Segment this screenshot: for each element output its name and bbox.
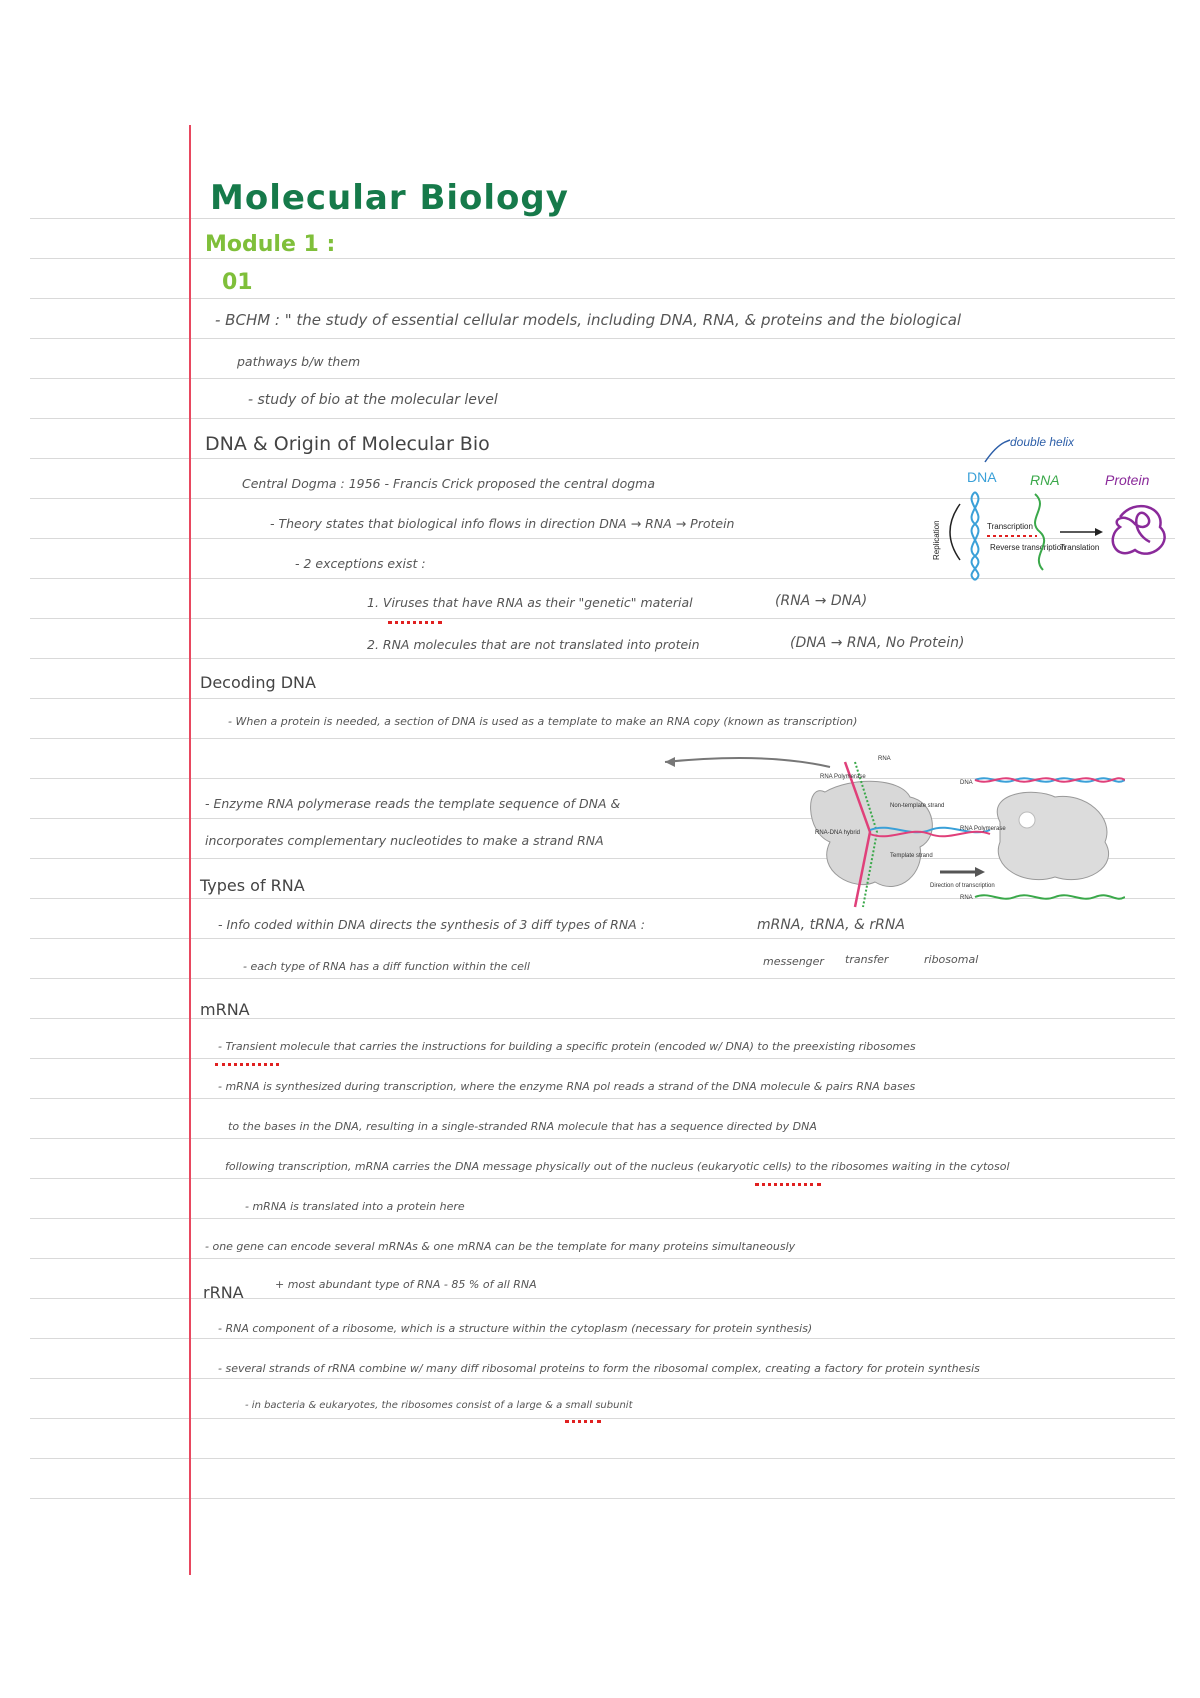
rule-line (30, 1058, 1175, 1059)
red-dot-underline (565, 1420, 601, 1426)
section-heading-mrna: mRNA (200, 1000, 250, 1019)
rule-line (30, 338, 1175, 339)
rna-polymerase-figure (655, 742, 1125, 912)
exception-1: 1. Viruses that have RNA as their "genetic" material (367, 595, 693, 610)
dna-label: DNA (967, 469, 997, 485)
red-dot-underline (755, 1183, 821, 1189)
rule-line (30, 738, 1175, 739)
rule-line (30, 1498, 1175, 1499)
ribosomal-label: ribosomal (924, 953, 979, 966)
decoding-line-2: - Enzyme RNA polymerase reads the template sequence of DNA & (205, 796, 621, 811)
poly-rna-label: RNA (878, 756, 891, 762)
rule-line (30, 1258, 1175, 1259)
mrna-line-5: - mRNA is translated into a protein here (245, 1200, 465, 1213)
red-dot-underline (215, 1063, 279, 1069)
bchm-definition-cont: pathways b/w them (237, 354, 361, 369)
rule-line (30, 378, 1175, 379)
transcription-label: Transcription (987, 522, 1033, 531)
polymerase-cleft (1019, 812, 1035, 828)
pointer-arrow (665, 758, 830, 767)
rna-label: RNA (1030, 472, 1060, 488)
exception-2: 2. RNA molecules that are not translated into protein (367, 637, 700, 652)
bchm-sub-note: - study of bio at the molecular level (248, 392, 498, 408)
lecture-number: 01 (222, 270, 253, 295)
rule-line (30, 218, 1175, 219)
poly-polymerase-right-label: RNA Polymerase (960, 826, 1006, 832)
section-heading-rrna: rRNA (203, 1283, 244, 1302)
rule-line (30, 1138, 1175, 1139)
rrna-line-3: - in bacteria & eukaryotes, the ribosomes consist of a large & a small subunit (245, 1400, 633, 1411)
poly-rna-right-label: RNA (960, 895, 973, 901)
mrna-line-4: following transcription, mRNA carries the DNA message physically out of the nucleus (eukaryotic cells) to the ribosomes waiting in the cytosol (225, 1160, 1010, 1173)
section-heading-decoding: Decoding DNA (200, 673, 316, 692)
mrna-line-2: - mRNA is synthesized during transcription, where the enzyme RNA pol reads a strand of the DNA molecule & pairs RNA bases (218, 1080, 916, 1093)
double-helix-label: double helix (1010, 435, 1075, 449)
rule-line (30, 978, 1175, 979)
poly-polymerase-label: RNA Polymerase (820, 774, 866, 780)
poly-nontemplate-label: Non-template strand (890, 803, 945, 809)
pointer-arrow-head (665, 757, 675, 767)
translation-label: Translation (1060, 543, 1100, 552)
rule-line (30, 1338, 1175, 1339)
rrna-line-1: - RNA component of a ribosome, which is a structure within the cytoplasm (necessary for protein synthesis) (218, 1322, 813, 1335)
poly-direction-label: Direction of transcription (930, 883, 995, 889)
section-heading-types-rna: Types of RNA (200, 876, 305, 895)
translation-arrow-head (1095, 528, 1103, 536)
mrna-line-3: to the bases in the DNA, resulting in a single-stranded RNA molecule that has a sequence directed by DNA (228, 1120, 817, 1133)
decoding-line-3: incorporates complementary nucleotides to make a strand RNA (205, 833, 604, 848)
rule-line (30, 698, 1175, 699)
direction-arrow-head (975, 867, 985, 877)
rule-line (30, 1378, 1175, 1379)
mrna-line-1: - Transient molecule that carries the instructions for building a specific protein (encoded w/ DNA) to the preexisting ribosomes (218, 1040, 916, 1053)
rule-line (30, 1298, 1175, 1299)
central-dogma-svg (925, 432, 1175, 582)
rrna-line-2: - several strands of rRNA combine w/ many diff ribosomal proteins to form the ribosomal complex, creating a factory for protein synthesis (218, 1362, 980, 1375)
types-line-1: - Info coded within DNA directs the synthesis of 3 diff types of RNA : (218, 917, 645, 932)
poly-dna-right-label: DNA (960, 780, 973, 786)
rule-line (30, 938, 1175, 939)
exception-1-paren: (RNA → DNA) (775, 593, 868, 609)
replication-arrow (950, 504, 960, 560)
exception-2-paren: (DNA → RNA, No Protein) (790, 635, 965, 651)
mrna-line-6: - one gene can encode several mRNAs & one mRNA can be the template for many proteins simultaneously (205, 1240, 796, 1253)
rule-line (30, 1098, 1175, 1099)
transfer-label: transfer (845, 953, 889, 966)
section-heading-dna-origin: DNA & Origin of Molecular Bio (205, 433, 490, 455)
reverse-transcription-label: Reverse transcription (990, 543, 1066, 552)
rule-line (30, 1178, 1175, 1179)
rule-line (30, 298, 1175, 299)
rrna-note: + most abundant type of RNA - 85 % of all RNA (275, 1278, 537, 1291)
theory-line: - Theory states that biological info flows in direction DNA → RNA → Protein (270, 516, 735, 531)
page-title: Molecular Biology (210, 178, 569, 218)
rule-line (30, 658, 1175, 659)
poly-hybrid-label: RNA-DNA hybrid (815, 830, 861, 836)
red-dot-underline (388, 621, 442, 627)
protein-label: Protein (1105, 472, 1150, 488)
rna-polymerase-svg (655, 742, 1125, 912)
rule-line (30, 1418, 1175, 1419)
polymerase-blob-right (997, 792, 1108, 879)
annotation-arrow (985, 440, 1010, 462)
types-line-2: - each type of RNA has a diff function within the cell (243, 960, 530, 973)
module-heading: Module 1 : (205, 232, 336, 257)
rule-line (30, 1218, 1175, 1219)
protein-fold (1113, 506, 1165, 554)
replication-label: Replication (932, 520, 941, 560)
rna-kinds: mRNA, tRNA, & rRNA (757, 917, 905, 933)
poly-template-label: Template strand (890, 853, 933, 859)
messenger-label: messenger (763, 955, 824, 968)
rule-line (30, 258, 1175, 259)
rule-line (30, 418, 1175, 419)
decoding-line-1: - When a protein is needed, a section of DNA is used as a template to make an RNA copy (known as transcription) (228, 715, 858, 728)
exceptions-line: - 2 exceptions exist : (295, 556, 426, 571)
rule-line (30, 1458, 1175, 1459)
rna-strand-right (975, 895, 1125, 898)
margin-line (189, 125, 191, 1575)
central-dogma-figure (925, 432, 1175, 582)
rule-line (30, 618, 1175, 619)
central-dogma-line: Central Dogma : 1956 - Francis Crick proposed the central dogma (242, 476, 656, 491)
bchm-definition: - BCHM : " the study of essential cellular models, including DNA, RNA, & proteins and the biological (215, 311, 962, 329)
rna-strand (1035, 494, 1044, 570)
